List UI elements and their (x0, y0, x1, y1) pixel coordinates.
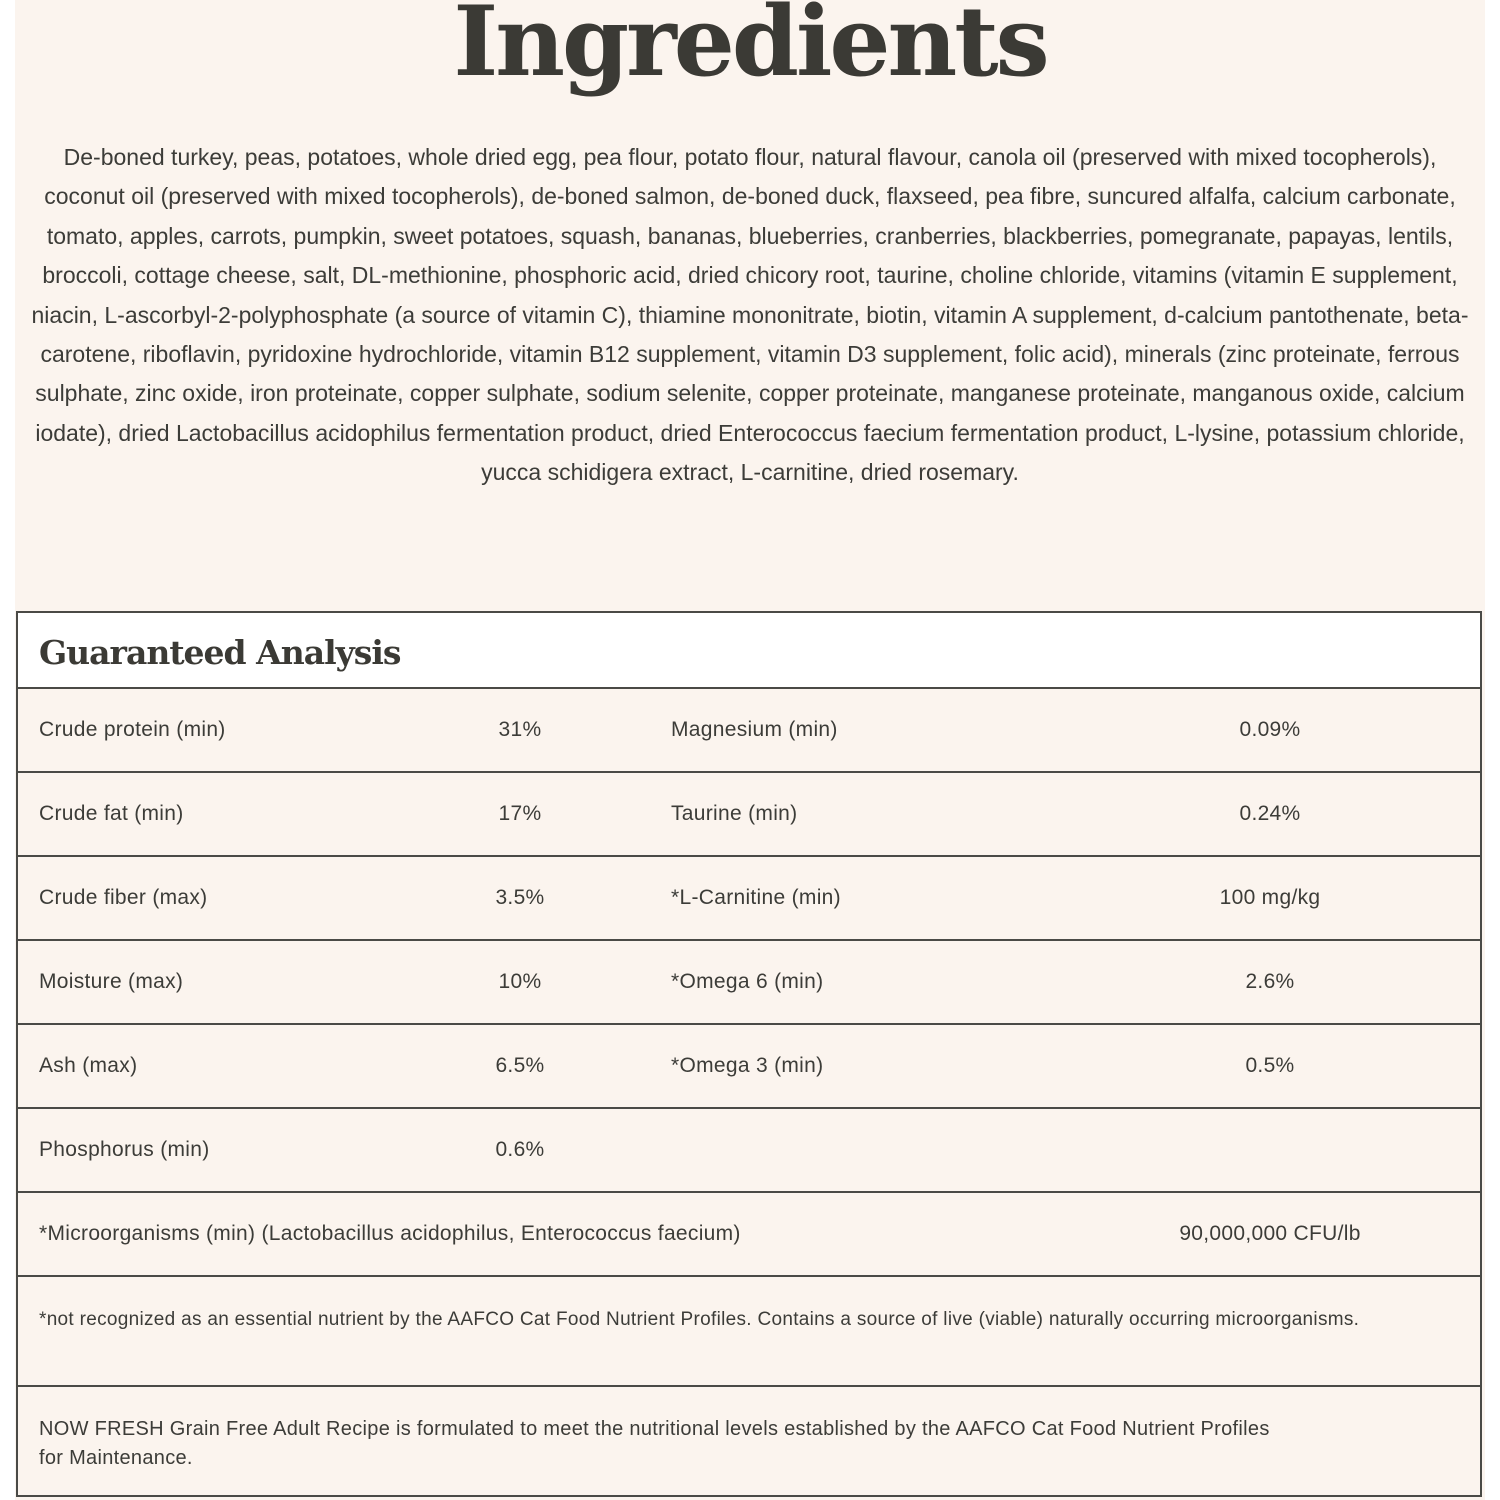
table-row (18, 689, 1480, 773)
nutrient-value: 31% (498, 718, 542, 741)
nutrient-value: 0.24% (1239, 802, 1301, 825)
nutrient-name: Crude fat (min) (39, 802, 184, 825)
aafco-statement: NOW FRESH Grain Free Adult Recipe is formulated to meet the nutritional levels established by the AAFCO Cat Food Nutrient Profiles for Maintenance. (39, 1418, 1270, 1469)
microorganisms-value: 90,000,000 CFU/lb (1179, 1222, 1361, 1245)
nutrient-value: 0.6% (495, 1138, 545, 1161)
table-row (18, 773, 1480, 857)
nutrient-name: Phosphorus (min) (39, 1138, 210, 1161)
microorganisms-name: *Microorganisms (min) (Lactobacillus acidophilus, Enterococcus faecium) (39, 1222, 741, 1245)
table-row (18, 857, 1480, 941)
nutrient-name: *Omega 3 (min) (671, 1054, 824, 1077)
nutrient-value: 2.6% (1245, 970, 1295, 993)
nutrient-value: 6.5% (495, 1054, 545, 1077)
nutrient-name: Taurine (min) (671, 802, 798, 825)
footnote-row (18, 1277, 1480, 1387)
nutrient-name: *Omega 6 (min) (671, 970, 824, 993)
nutrient-value: 0.5% (1245, 1054, 1295, 1077)
nutrient-name: Magnesium (min) (671, 718, 838, 741)
microorganisms-row (18, 1193, 1480, 1277)
table-row (18, 1025, 1480, 1109)
table-row (18, 941, 1480, 1025)
ingredients-title: Ingredients (453, 0, 1047, 98)
guaranteed-analysis-table (16, 611, 1482, 1497)
nutrient-name: *L-Carnitine (min) (671, 886, 841, 909)
nutrient-name: Crude protein (min) (39, 718, 226, 741)
nutrient-value: 100 mg/kg (1219, 886, 1321, 909)
nutrient-name: Ash (max) (39, 1054, 138, 1077)
nutrient-name: Crude fiber (max) (39, 886, 208, 909)
table-row (18, 1109, 1480, 1193)
nutrient-name: Moisture (max) (39, 970, 184, 993)
footnote-text: *not recognized as an essential nutrient by the AAFCO Cat Food Nutrient Profiles. Contains a source of live (viable) naturally occurring microorganisms. (39, 1309, 1360, 1330)
aafco-statement-row (18, 1387, 1480, 1493)
nutrient-value: 3.5% (495, 886, 545, 909)
analysis-header (18, 613, 1480, 689)
ingredients-list: De-boned turkey, peas, potatoes, whole dried egg, pea flour, potato flour, natural flavour, canola oil (preserved with mixed tocopherols), coconut oil (preserved with mixed tocopherols), de-boned salmon, de-boned duck, flaxseed, pea fibre, suncured alfalfa, calcium carbonate, tomato, apples, carrots, pumpkin, sweet potatoes, squash, bananas, blueberries, cranberries, blackberries, pomegranate, papayas, lentils, broccoli, cottage cheese, salt, DL-methionine, phosphoric acid, dried chicory root, taurine, choline chloride, vitamins (vitamin E supplement, niacin, L-ascorbyl-2-polyphosphate (a source of vitamin C), thiamine mononitrate, biotin, vitamin A supplement, d-calcium pantothenate, beta-carotene, riboflavin, pyridoxine hydrochloride, vitamin B12 supplement, vitamin D3 supplement, folic acid), minerals (zinc proteinate, ferrous sulphate, zinc oxide, iron proteinate, copper sulphate, sodium selenite, copper proteinate, manganese proteinate, manganous oxide, calcium iodate), dried Lactobacillus acidophilus fermentation product, dried Enterococcus faecium fermentation product, L-lysine, potassium chloride, yucca schidigera extract, L-carnitine, dried rosemary. (31, 144, 1469, 486)
nutrient-value: 17% (498, 802, 542, 825)
nutrient-value: 10% (498, 970, 542, 993)
nutrient-value: 0.09% (1239, 718, 1301, 741)
analysis-title: Guaranteed Analysis (39, 633, 401, 672)
